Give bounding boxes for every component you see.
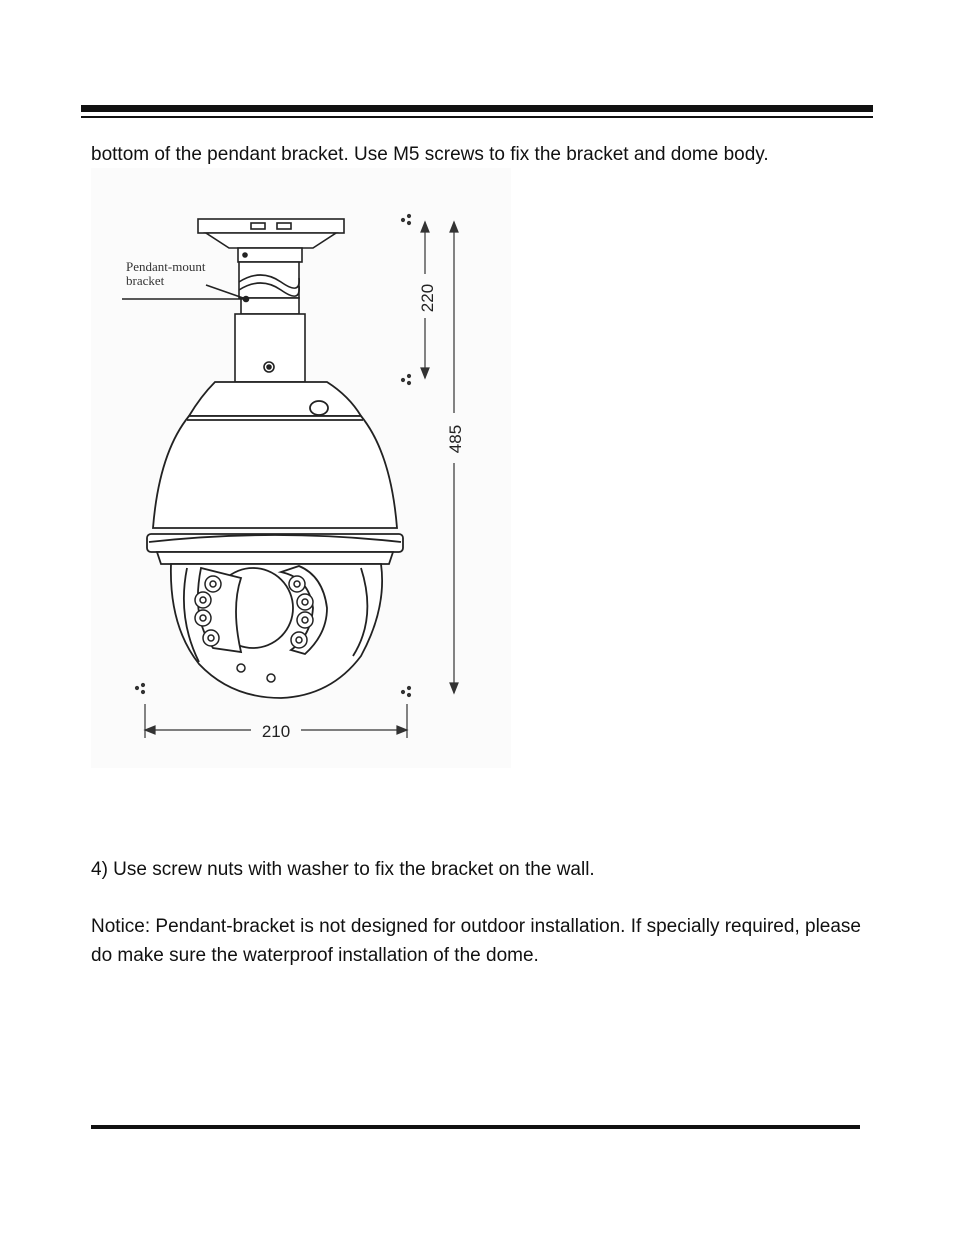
callout-label-line2: bracket	[126, 273, 165, 288]
intro-paragraph: bottom of the pendant bracket. Use M5 screws to fix the bracket and dome body.	[91, 144, 769, 165]
dimension-drawing	[91, 168, 511, 768]
dome-housing	[147, 382, 403, 564]
dome-camera-pendant-diagram	[91, 168, 511, 768]
header-rule-thick	[81, 105, 873, 112]
bracket-pipe-lower	[235, 298, 305, 382]
ceiling-plate	[198, 219, 344, 248]
dimension-220-label: 220	[418, 283, 437, 313]
callout-label-line1: Pendant-mount	[126, 259, 206, 274]
bracket-pipe-upper	[238, 248, 302, 298]
camera-bubble	[171, 564, 382, 698]
dimension-210-label: 210	[261, 722, 291, 741]
dimension-485-label: 485	[446, 424, 465, 454]
footer-rule	[91, 1125, 860, 1129]
step-4-paragraph: 4) Use screw nuts with washer to fix the bracket on the wall.	[91, 859, 595, 880]
notice-paragraph: Notice: Pendant-bracket is not designed for outdoor installation. If specially required, please do make sure the waterproof installation of the dome.	[91, 916, 861, 966]
header-rule-thin	[81, 116, 873, 118]
